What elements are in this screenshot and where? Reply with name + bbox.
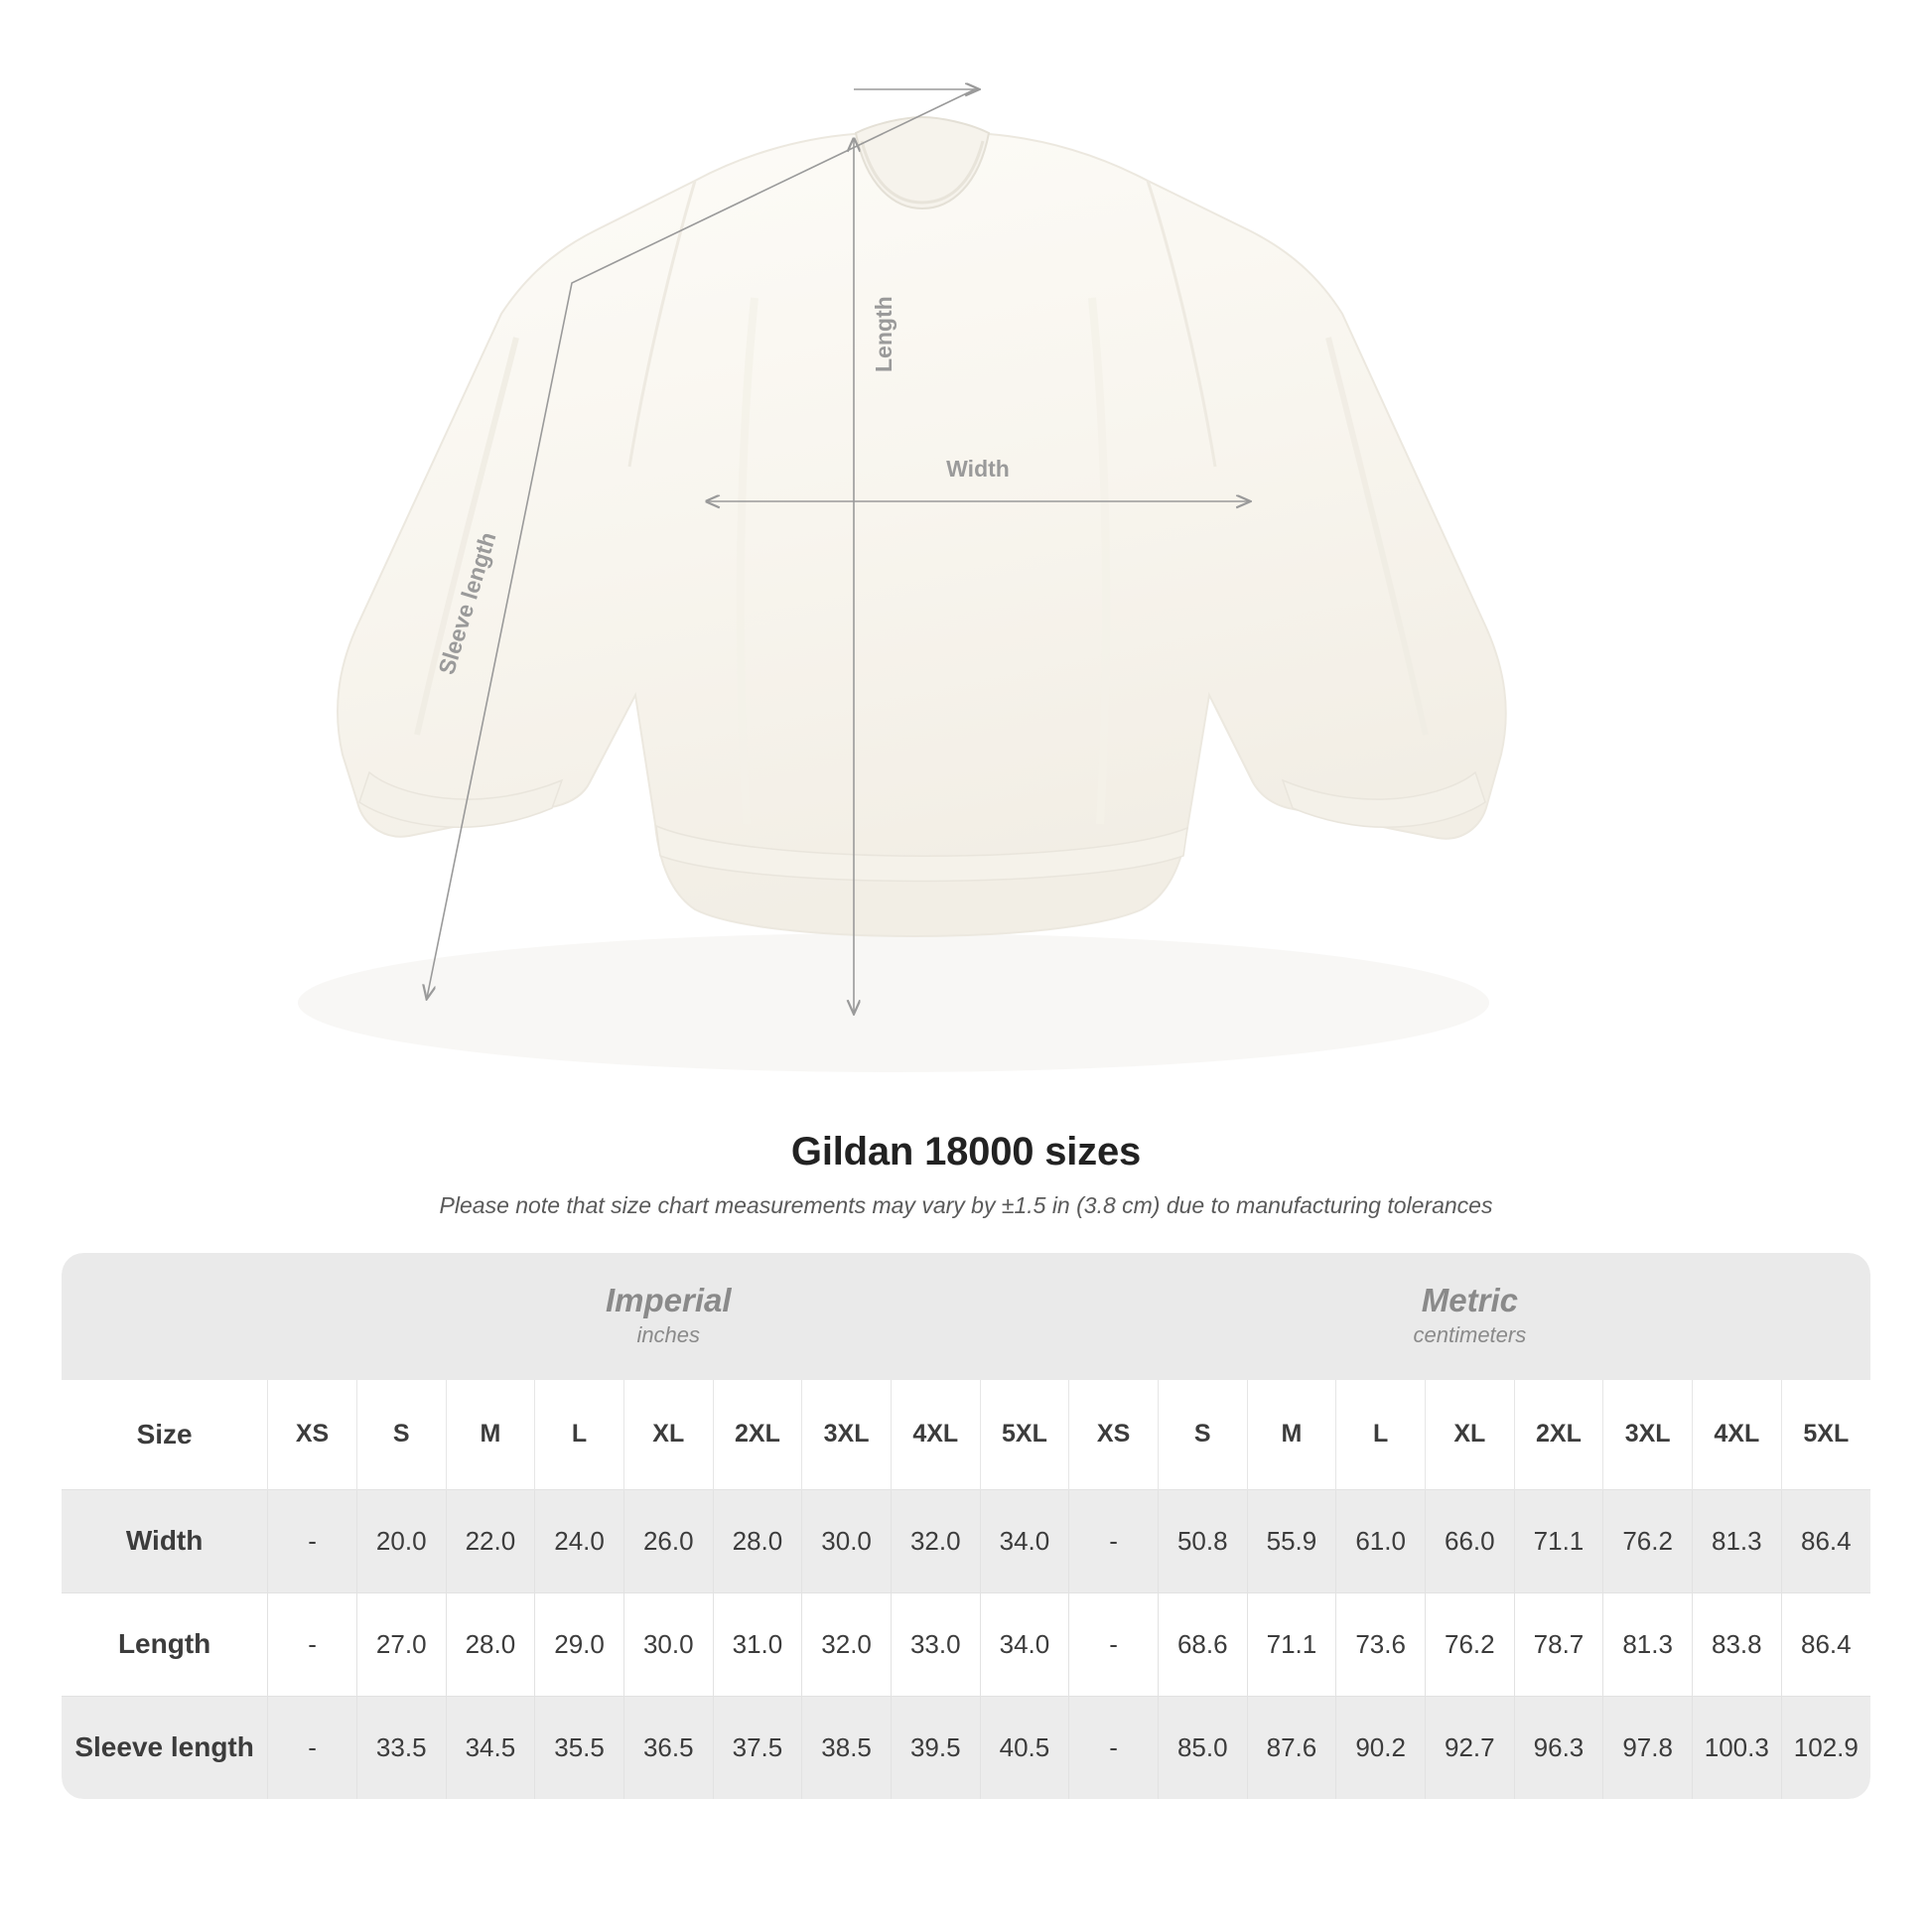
- size-header-imperial-s: S: [356, 1380, 446, 1489]
- size-header-metric-xs: XS: [1069, 1380, 1159, 1489]
- cell-width-imperial-3xl: 30.0: [802, 1489, 892, 1592]
- row-label-length: Length: [62, 1592, 268, 1696]
- cell-length-metric-2xl: 78.7: [1514, 1592, 1603, 1696]
- size-header-metric-5xl: 5XL: [1781, 1380, 1870, 1489]
- cell-length-imperial-4xl: 33.0: [891, 1592, 980, 1696]
- cell-width-metric-xs: -: [1069, 1489, 1159, 1592]
- cell-length-imperial-5xl: 34.0: [980, 1592, 1069, 1696]
- cell-width-imperial-xs: -: [268, 1489, 357, 1592]
- size-header-imperial-5xl: 5XL: [980, 1380, 1069, 1489]
- cell-sleeve-metric-xs: -: [1069, 1696, 1159, 1799]
- size-header-row: [62, 1380, 1870, 1489]
- cell-length-imperial-3xl: 32.0: [802, 1592, 892, 1696]
- cell-sleeve-metric-xl: 92.7: [1425, 1696, 1514, 1799]
- size-header-metric-l: L: [1336, 1380, 1426, 1489]
- cell-sleeve-imperial-m: 34.5: [446, 1696, 535, 1799]
- cell-width-imperial-m: 22.0: [446, 1489, 535, 1592]
- cell-sleeve-imperial-xs: -: [268, 1696, 357, 1799]
- cell-length-metric-l: 73.6: [1336, 1592, 1426, 1696]
- width-label: Width: [946, 456, 1010, 482]
- length-label: Length: [871, 296, 897, 372]
- size-table-wrapper: [62, 1253, 1870, 1799]
- cell-width-metric-3xl: 76.2: [1603, 1489, 1693, 1592]
- cell-width-imperial-s: 20.0: [356, 1489, 446, 1592]
- cell-width-imperial-l: 24.0: [535, 1489, 624, 1592]
- cell-sleeve-metric-l: 90.2: [1336, 1696, 1426, 1799]
- table-row: [62, 1592, 1870, 1696]
- size-header-metric-4xl: 4XL: [1692, 1380, 1781, 1489]
- size-header-imperial-m: M: [446, 1380, 535, 1489]
- size-header-metric-3xl: 3XL: [1603, 1380, 1693, 1489]
- cell-sleeve-metric-2xl: 96.3: [1514, 1696, 1603, 1799]
- unit-group-imperial: [268, 1253, 1069, 1380]
- cell-width-metric-s: 50.8: [1158, 1489, 1247, 1592]
- unit-header-row: [62, 1253, 1870, 1380]
- cell-width-metric-xl: 66.0: [1425, 1489, 1514, 1592]
- unit-group-metric-sub: centimeters: [1413, 1322, 1527, 1348]
- cell-sleeve-imperial-s: 33.5: [356, 1696, 446, 1799]
- size-header-imperial-3xl: 3XL: [802, 1380, 892, 1489]
- cell-sleeve-imperial-3xl: 38.5: [802, 1696, 892, 1799]
- size-header-imperial-4xl: 4XL: [891, 1380, 980, 1489]
- size-header-imperial-xs: XS: [268, 1380, 357, 1489]
- cell-length-metric-xs: -: [1069, 1592, 1159, 1696]
- size-header-metric-xl: XL: [1425, 1380, 1514, 1489]
- sweatshirt-graphic: [338, 117, 1506, 936]
- unit-group-metric-name: Metric: [1421, 1281, 1518, 1318]
- cell-sleeve-imperial-4xl: 39.5: [891, 1696, 980, 1799]
- chart-note: Please note that size chart measurements may vary by ±1.5 in (3.8 cm) due to manufacturing tolerances: [439, 1192, 1493, 1218]
- cell-length-imperial-l: 29.0: [535, 1592, 624, 1696]
- cell-width-imperial-5xl: 34.0: [980, 1489, 1069, 1592]
- cell-length-metric-xl: 76.2: [1425, 1592, 1514, 1696]
- cell-width-metric-4xl: 81.3: [1692, 1489, 1781, 1592]
- cell-length-metric-s: 68.6: [1158, 1592, 1247, 1696]
- size-header-metric-m: M: [1247, 1380, 1336, 1489]
- table-row: [62, 1696, 1870, 1799]
- cell-sleeve-imperial-l: 35.5: [535, 1696, 624, 1799]
- cell-width-metric-2xl: 71.1: [1514, 1489, 1603, 1592]
- unit-group-imperial-name: Imperial: [605, 1281, 732, 1318]
- size-header-label: Size: [62, 1380, 268, 1489]
- cell-sleeve-metric-3xl: 97.8: [1603, 1696, 1693, 1799]
- title-block: [0, 1130, 1932, 1219]
- cell-width-metric-l: 61.0: [1336, 1489, 1426, 1592]
- cell-length-metric-4xl: 83.8: [1692, 1592, 1781, 1696]
- table-corner-cell: [62, 1253, 268, 1380]
- row-label-sleeve-length: Sleeve length: [62, 1696, 268, 1799]
- cell-length-metric-m: 71.1: [1247, 1592, 1336, 1696]
- cell-sleeve-metric-m: 87.6: [1247, 1696, 1336, 1799]
- cell-sleeve-imperial-xl: 36.5: [623, 1696, 713, 1799]
- cell-length-metric-5xl: 86.4: [1781, 1592, 1870, 1696]
- size-header-imperial-xl: XL: [623, 1380, 713, 1489]
- table-row: [62, 1489, 1870, 1592]
- size-header-metric-2xl: 2XL: [1514, 1380, 1603, 1489]
- garment-shadow: [298, 933, 1489, 1072]
- cell-length-metric-3xl: 81.3: [1603, 1592, 1693, 1696]
- cell-sleeve-imperial-5xl: 40.5: [980, 1696, 1069, 1799]
- size-header-metric-s: S: [1158, 1380, 1247, 1489]
- cell-length-imperial-xl: 30.0: [623, 1592, 713, 1696]
- size-table: [62, 1253, 1870, 1799]
- cell-width-imperial-2xl: 28.0: [713, 1489, 802, 1592]
- cell-width-metric-5xl: 86.4: [1781, 1489, 1870, 1592]
- chart-title: Gildan 18000 sizes: [790, 1130, 1142, 1173]
- row-label-width: Width: [62, 1489, 268, 1592]
- sleeve-length-label: Sleeve length: [433, 528, 501, 678]
- cell-sleeve-metric-s: 85.0: [1158, 1696, 1247, 1799]
- cell-length-imperial-2xl: 31.0: [713, 1592, 802, 1696]
- unit-group-metric: [1069, 1253, 1870, 1380]
- unit-group-imperial-sub: inches: [636, 1322, 701, 1348]
- size-header-imperial-l: L: [535, 1380, 624, 1489]
- cell-width-imperial-xl: 26.0: [623, 1489, 713, 1592]
- cell-length-imperial-xs: -: [268, 1592, 357, 1696]
- cell-width-metric-m: 55.9: [1247, 1489, 1336, 1592]
- cell-width-imperial-4xl: 32.0: [891, 1489, 980, 1592]
- cell-sleeve-imperial-2xl: 37.5: [713, 1696, 802, 1799]
- size-header-imperial-2xl: 2XL: [713, 1380, 802, 1489]
- cell-length-imperial-s: 27.0: [356, 1592, 446, 1696]
- cell-sleeve-metric-5xl: 102.9: [1781, 1696, 1870, 1799]
- cell-length-imperial-m: 28.0: [446, 1592, 535, 1696]
- cell-sleeve-metric-4xl: 100.3: [1692, 1696, 1781, 1799]
